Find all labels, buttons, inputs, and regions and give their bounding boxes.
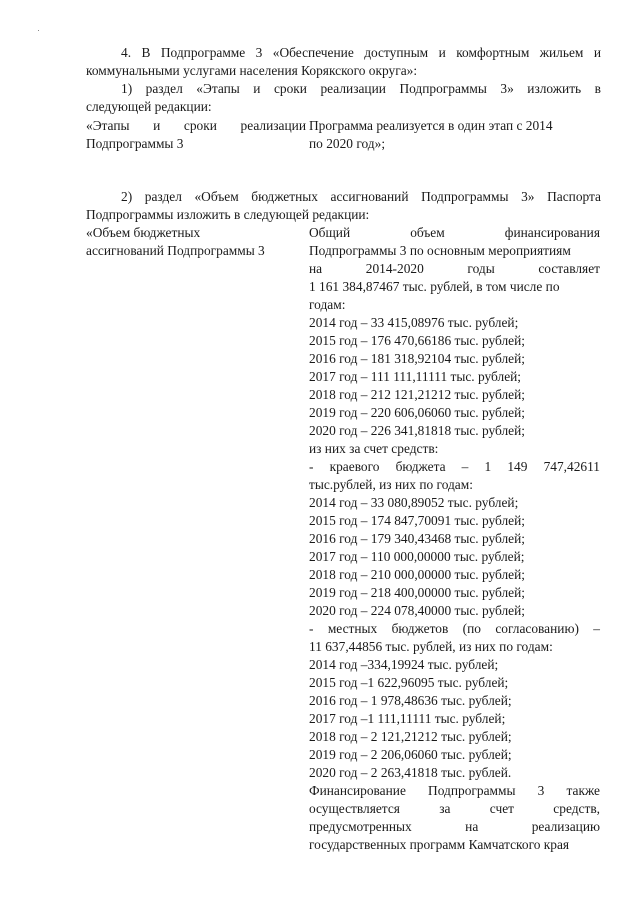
- local-year-line: 2014 год –334,19924 тыс. рублей;: [309, 657, 499, 672]
- local-year-line: 2019 год – 2 206,06060 тыс. рублей;: [309, 747, 512, 762]
- paragraph-4-line-1: 4. В Подпрограмме 3 «Обеспечение доступным и комфортным жильем и: [121, 45, 601, 60]
- financing-note-line: предусмотренных на реализацию: [309, 819, 600, 834]
- total-year-line: 2019 год – 220 606,06060 тыс. рублей;: [309, 405, 526, 420]
- financing-note-line: государственных программ Камчатского края: [309, 837, 570, 852]
- local-budget-line: 11 637,44856 тыс. рублей, из них по годам:: [309, 639, 553, 654]
- local-year-line: 2015 год –1 622,96095 тыс. рублей;: [309, 675, 509, 690]
- regional-year-line: 2016 год – 179 340,43468 тыс. рублей;: [309, 531, 526, 546]
- total-year-line: 2017 год – 111 111,11111 тыс. рублей;: [309, 369, 522, 384]
- budget-label-line-2: ассигнований Подпрограммы 3: [86, 243, 265, 258]
- local-budget-line: - местных бюджетов (по согласованию) –: [309, 621, 600, 636]
- paragraph-4-line-2: коммунальными услугами населения Корякского округа»:: [86, 63, 418, 78]
- local-year-line: 2017 год –1 111,11111 тыс. рублей;: [309, 711, 506, 726]
- item-2-line-2: Подпрограммы изложить в следующей редакции:: [86, 207, 370, 222]
- local-year-line: 2018 год – 2 121,21212 тыс. рублей;: [309, 729, 512, 744]
- financing-note-line: осуществляется за счет средств,: [309, 801, 600, 816]
- stages-label-line-2: Подпрограммы 3: [86, 136, 184, 151]
- regional-year-line: 2014 год – 33 080,89052 тыс. рублей;: [309, 495, 519, 510]
- stages-value-line-2: по 2020 год»;: [309, 136, 386, 151]
- local-year-line: 2016 год – 1 978,48636 тыс. рублей;: [309, 693, 512, 708]
- item-2-line-1: 2) раздел «Объем бюджетных ассигнований Подпрограммы 3» Паспорта: [121, 189, 601, 204]
- total-year-line: 2015 год – 176 470,66186 тыс. рублей;: [309, 333, 526, 348]
- item-1-line-1: 1) раздел «Этапы и сроки реализации Подпрограммы 3» изложить в: [121, 81, 601, 96]
- local-year-line: 2020 год – 2 263,41818 тыс. рублей.: [309, 765, 512, 780]
- stages-value-line-1: Программа реализуется в один этап с 2014: [309, 118, 553, 133]
- budget-total-line: 1 161 384,87467 тыс. рублей, в том числе по: [309, 279, 560, 294]
- financing-note-line: Финансирование Подпрограммы 3 также: [309, 783, 600, 798]
- budget-total-line: годам:: [309, 297, 346, 312]
- stages-label-line-1: «Этапы и сроки реализации: [86, 118, 306, 133]
- regional-budget-line: тыс.рублей, из них по годам:: [309, 477, 473, 492]
- regional-year-line: 2018 год – 210 000,00000 тыс. рублей;: [309, 567, 526, 582]
- budget-total-line: Общий объем финансирования: [309, 225, 600, 240]
- regional-year-line: 2020 год – 224 078,40000 тыс. рублей;: [309, 603, 526, 618]
- total-year-line: 2018 год – 212 121,21212 тыс. рублей;: [309, 387, 526, 402]
- regional-year-line: 2015 год – 174 847,70091 тыс. рублей;: [309, 513, 526, 528]
- budget-total-line: Подпрограммы 3 по основным мероприятиям: [309, 243, 571, 258]
- total-year-line: 2014 год – 33 415,08976 тыс. рублей;: [309, 315, 519, 330]
- item-1-line-2: следующей редакции:: [86, 99, 212, 114]
- total-year-line: 2016 год – 181 318,92104 тыс. рублей;: [309, 351, 526, 366]
- scan-speck: [38, 30, 39, 31]
- sources-intro: из них за счет средств:: [309, 441, 439, 456]
- regional-year-line: 2019 год – 218 400,00000 тыс. рублей;: [309, 585, 526, 600]
- total-year-line: 2020 год – 226 341,81818 тыс. рублей;: [309, 423, 526, 438]
- regional-budget-line: - краевого бюджета – 1 149 747,42611: [309, 459, 600, 474]
- budget-total-line: на 2014-2020 годы составляет: [309, 261, 600, 276]
- regional-year-line: 2017 год – 110 000,00000 тыс. рублей;: [309, 549, 525, 564]
- budget-label-line-1: «Объем бюджетных: [86, 225, 201, 240]
